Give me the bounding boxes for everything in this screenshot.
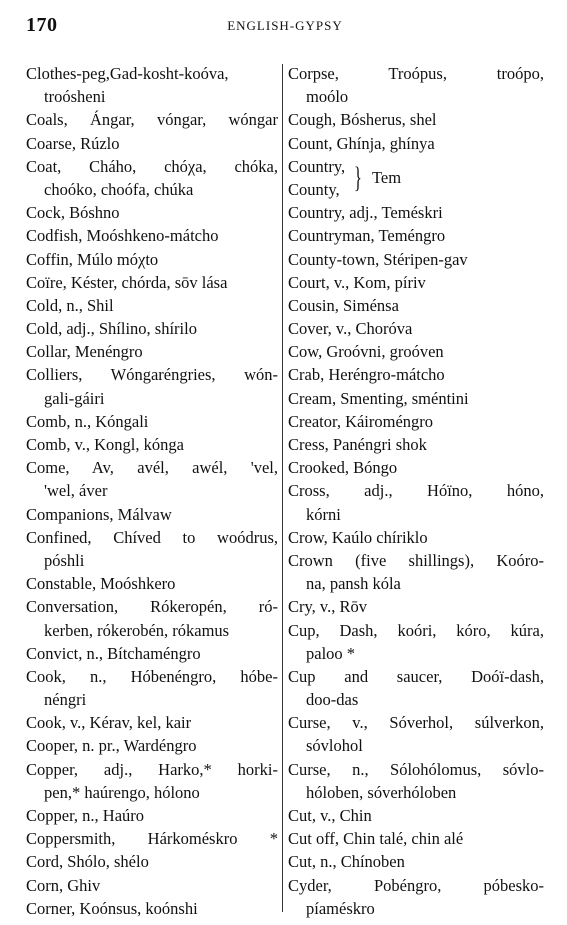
entry-line: Cover, v., Choróva (288, 319, 413, 339)
entry-line: Cut off, Chin talé, chin alé (288, 829, 464, 849)
entry-line: Cup, Dash, koóri, kóro, kúra, (288, 620, 544, 640)
braced-headword: County, (288, 179, 340, 199)
entry-line: Cousin, Siménsa (288, 295, 399, 315)
entry-continuation: hóloben, sóverhóloben (306, 782, 457, 802)
entry-line: Court, v., Kom, píriv (288, 272, 426, 292)
left-column (26, 62, 278, 920)
entry-line: Colliers, Wóngaréngries, wón- (26, 365, 278, 385)
right-column (288, 62, 544, 920)
entry-line: Cook, v., Kérav, kel, kair (26, 713, 192, 733)
entry-line: Cooper, n. pr., Wardéngro (26, 736, 197, 756)
entry-line: Cough, Bósherus, shel (288, 110, 437, 130)
entry-line: Coppersmith, Hárkoméskro * (26, 829, 278, 849)
entry-line: Comb, n., Kóngali (26, 411, 149, 431)
entry-continuation: néngri (44, 690, 87, 710)
entry-line: Curse, n., Sólohólomus, sóvlo- (288, 759, 544, 779)
entry-continuation: moólo (306, 87, 349, 107)
entry-continuation: choóko, choófa, chúka (44, 179, 194, 199)
entry-line: Crown (five shillings), Koóro- (288, 550, 544, 570)
page-header (26, 14, 544, 40)
entry-line: Coarse, Rúzlo (26, 133, 120, 153)
entry-line: Conversation, Rókeropén, ró- (26, 597, 278, 617)
entry-line: Confined, Chíved to woódrus, (26, 527, 278, 547)
entry-continuation: 'wel, áver (44, 481, 108, 501)
entry-line: Curse, v., Sóverhol, súlverkon, (288, 713, 544, 733)
entry-line: Cold, n., Shil (26, 295, 114, 315)
page-number: 170 (26, 14, 58, 36)
entry-continuation: doo-das (306, 690, 359, 710)
entry-line: Coffin, Múlo móχto (26, 249, 159, 269)
entry-continuation: kórni (306, 504, 341, 524)
entry-line: Clothes-peg,Gad-kosht-koóva, (26, 64, 229, 83)
entry-line: Creator, Káiroméngro (288, 411, 434, 431)
braced-entry (288, 155, 544, 201)
entry-line: Comb, v., Kongl, kónga (26, 435, 184, 454)
entry-line: Cut, v., Chin (288, 806, 372, 826)
entry-line: Cress, Panéngri shok (288, 435, 427, 455)
braced-translation: Tem (372, 168, 402, 188)
entry-continuation: póshli (44, 550, 85, 570)
entry-continuation: kerben, rókerobén, rókamus (44, 620, 230, 640)
entry-line: Copper, adj., Harko,* horki- (26, 759, 278, 779)
entry-line: Cream, Smenting, sméntini (288, 388, 469, 408)
entry-line: Corner, Koónsus, koónshi (26, 898, 198, 918)
entry-line: Cross, adj., Hóïno, hóno, (288, 481, 544, 501)
dictionary-columns (26, 62, 546, 918)
entry-line: Cow, Groóvni, groóven (288, 342, 444, 362)
entry-line: Crow, Kaúlo chíriklo (288, 527, 428, 547)
entry-line: Countryman, Teméngro (288, 226, 446, 246)
entry-line: Crooked, Bóngo (288, 458, 398, 478)
entry-line: Count, Ghínja, ghínya (288, 133, 435, 153)
entry-line: Country, adj., Teméskri (288, 203, 443, 223)
entry-line: Cut, n., Chínoben (288, 852, 405, 872)
entry-line: Codfish, Moóshkeno-mátcho (26, 226, 219, 246)
entry-line: Collar, Menéngro (26, 342, 143, 362)
entry-line: Cold, adj., Shílino, shírilo (26, 319, 197, 339)
curly-brace-icon: } (354, 160, 362, 194)
entry-continuation: sóvlohol (306, 736, 363, 756)
entry-line: County-town, Stéripen-gav (288, 249, 468, 269)
running-head: ENGLISH-GYPSY (227, 18, 343, 33)
entry-continuation: na, pansh kóla (306, 574, 401, 594)
braced-headword: Country, (288, 156, 346, 176)
entry-line: Corn, Ghiv (26, 875, 101, 895)
entry-line: Cock, Bóshno (26, 203, 120, 223)
column-divider (282, 64, 283, 912)
entry-continuation: pen,* haúrengo, hólono (44, 782, 200, 802)
entry-line: Corpse, Troópus, troópo, (288, 64, 544, 83)
entry-line: Coals, Ángar, vóngar, wóngar (26, 110, 278, 130)
entry-line: Cyder, Pobéngro, póbesko- (288, 875, 544, 895)
entry-line: Cup and saucer, Doóï-dash, (288, 666, 544, 686)
entry-continuation: píaméskro (306, 898, 375, 918)
entry-line: Constable, Moóshkero (26, 574, 176, 594)
entry-line: Coat, Cháho, chóχa, chóka, (26, 156, 278, 176)
entry-line: Companions, Málvaw (26, 504, 172, 524)
entry-line: Cook, n., Hóbenéngro, hóbe- (26, 666, 278, 686)
entry-line: Come, Av, avél, awél, 'vel, (26, 458, 278, 478)
entry-line: Crab, Heréngro-mátcho (288, 365, 445, 385)
entry-line: Copper, n., Haúro (26, 806, 145, 825)
entry-line: Convict, n., Bítchaméngro (26, 643, 201, 663)
entry-continuation: paloo * (306, 643, 356, 663)
entry-line: Cry, v., Rōv (288, 597, 367, 617)
entry-continuation: troósheni (44, 87, 106, 107)
entry-line: Coïre, Késter, chórda, sōv lása (26, 272, 228, 292)
entry-continuation: gali-gáiri (44, 388, 105, 408)
entry-line: Cord, Shólo, shélo (26, 852, 149, 872)
